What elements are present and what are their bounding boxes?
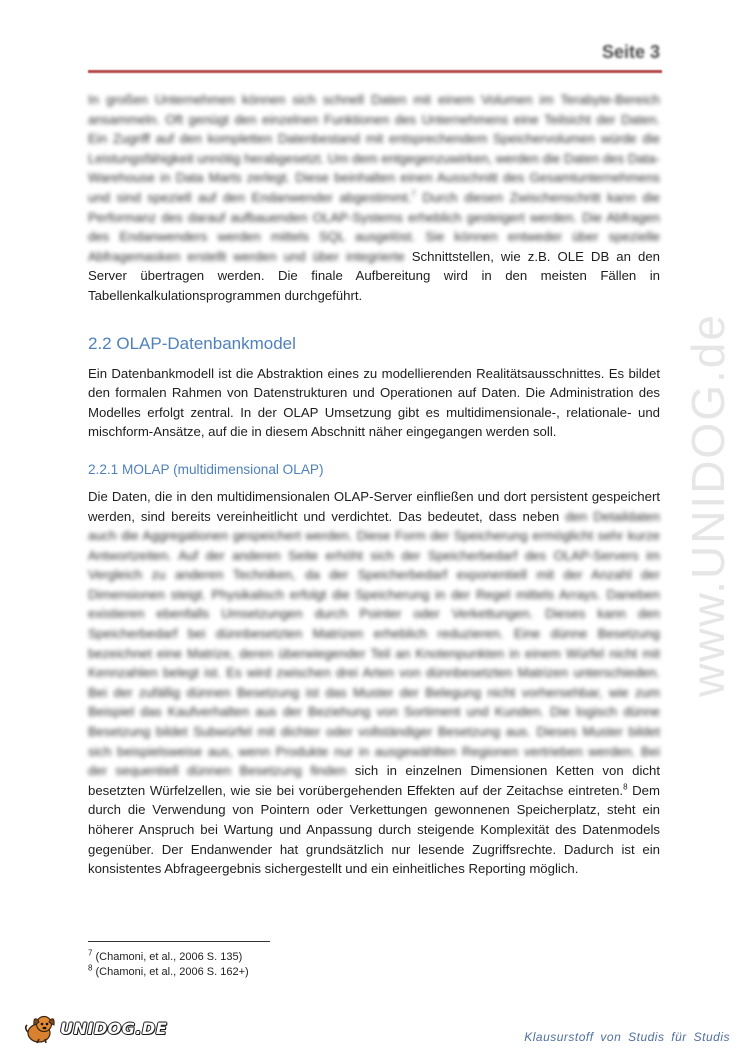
- visible-text: Die Daten, die in den multidimensionalen OLAP-Server einfließen und dort persistent gespeichert werden, sind bereits vereinheitlicht und verdichtet. Das bedeutet, dass neben: [88, 488, 660, 524]
- paragraph-datenbankmodell: Ein Datenbankmodell ist die Abstraktion eines zu modellierenden Realitätsausschnittes. Es bildet den formalen Rahmen von Datenstrukturen und Operationen auf Daten. Die Administration des Modelles erfolgt zentral. In der OLAP Umsetzung gibt es multidimensionale-, relationale- und mischform-Ansätze, auf die in diesem Abschnitt näher eingegangen werden soll.: [88, 365, 660, 440]
- watermark-text: www.UNIDOG.de: [682, 313, 734, 697]
- footnote-rule: [88, 941, 270, 942]
- subsection-heading: 2.2.1 MOLAP (multidimensional OLAP): [88, 461, 324, 477]
- page-number: Seite 3: [601, 42, 660, 62]
- dog-mascot-icon: [24, 1012, 58, 1044]
- paragraph-molap: Die Daten, die in den multidimensionalen OLAP-Server einfließen und dort persistent gespeichert werden, sind bereits vereinheitlicht und verdichtet. Das bedeutet, dass neben den Detaildaten auch die Aggregationen gespeichert werden. Diese Form der Speicherung ermöglicht sehr kurze Antwortzeiten. Auf der anderen Seite erhöht sich der Speicherbedarf des OLAP-Servers im Vergleich zu anderen Techniken, da der Speicherbedarf exponentiell mit der Anzahl der Dimensionen steigt. Physikalisch erfolgt die Speicherung in der Regel mittels Arrays. Daneben existieren ebenfalls Umsetzungen durch Pointer oder Verkettungen. Dieses kann den Speicherbedarf bei dünnbesetzten Matrizen erheblich reduzieren. Eine dünne Besetzung bezeichnet eine Matrize, deren überwiegender Teil an Knotenpunkten in einem Würfel nicht mit Kennzahlen belegt ist. Es wird zwischen drei Arten von dünnbesetzten Matrizen unterschieden. Bei der zufällig dünnen Besetzung ist das Muster der Belegung nicht vorhersehbar, wie zum Beispiel das Kaufverhalten aus der Beziehung von Sortiment und Kunden. Die logisch dünne Besetzung bildet Subwürfel mit dichter oder vollständiger Besetzung aus. Dieses Muster bildet sich beispielsweise aus, wenn Produkte nur in ausgewählten Regionen vertrieben werden. Bei der sequentiell dünnen Besetzung finden sich in einzelnen Dimensionen Ketten von dicht besetzten Würfelzellen, wie sie bei vorübergehenden Effekten auf der Zeitachse eintreten.$^8$ Dem durch die Verwendung von Pointern oder Verkettungen gewonnenen Speicherplatz, steht ein höherer Anspruch bei Wartung und Anpassung durch steigende Komplexität des Datenmodels gegenüber. Der Endanwender hat grundsätzlich nur lesende Zugriffsrechte. Dadurch ist ein konsistentes Abfrageergebnis sichergestellt und ein einheitliches Reporting möglich.: [88, 488, 661, 877]
- footnote-7: $^7$ (Chamoni, et al., 2006 S. 135): [88, 948, 243, 963]
- footnotes: [88, 950, 249, 980]
- blurred-text: den Detaildaten auch die Aggregationen gespeichert werden. Diese Form der Speicherung ermöglicht sehr kurze Antwortzeiten. Auf der anderen Seite erhöht sich der Speicherbedarf des OLAP-Servers im Vergleich zu anderen Techniken, da der Speicherbedarf exponentiell mit der Anzahl der Dimensionen steigt. Physikalisch erfolgt die Speicherung in der Regel mittels Arrays. Daneben existieren ebenfalls Umsetzungen durch Pointer oder Verkettungen. Dieses kann den Speicherbedarf bei dünnbesetzten Matrizen erheblich reduzieren. Eine dünne Besetzung bezeichnet eine Matrize, deren überwiegender Teil an Knotenpunkten in einem Würfel nicht mit Kennzahlen belegt ist. Es wird zwischen drei Arten von dünnbesetzten Matrizen unterschieden. Bei der zufällig dünnen Besetzung ist das Muster der Belegung nicht vorhersehbar, wie zum Beispiel das Kaufverhalten aus der Beziehung von Sortiment und Kunden. Die logisch dünne Besetzung bildet Subwürfel mit dichter oder vollständiger Besetzung aus. Dieses Muster bildet sich beispielsweise aus, wenn Produkte nur in ausgewählten Regionen vertrieben werden. Bei der sequentiell dünnen Besetzung finden: [88, 508, 660, 779]
- footnote-ref-7: 7: [411, 189, 416, 199]
- header-rule: [88, 70, 662, 73]
- blurred-text: In großen Unternehmen können sich schnell Daten mit einem Volumen im Terabyte-Bereich ansammeln. Oft genügt den einzelnen Funktionen des Unternehmens eine Teilsicht der Daten. Ein Zugriff auf den kompletten Datenbestand mit entsprechendem Speichervolumen würde die Leistungsfähigkeit unnötig herabgesetzt. Um dem entgegenzuwirken, werden die Daten des Data-Warehouse in Data Marts zerlegt. Diese beinhalten einen Ausschnitt des Gesamtunternehmens und sind speziell auf den Endanwender abgestimmt.$^7$ Durch diesen Zwischenschritt kann die Performanz des darauf aufbauenden OLAP-Systems erheblich gesteigert werden. Die Abfragen des Endanwenders werden mittels SQL ausgelöst. Sie können entweder über spezielle Abfragemasken erstellt werden und über integrierte: [88, 92, 660, 264]
- footnote-ref-8: 8: [623, 782, 628, 792]
- footer-tagline: Klausurstoff von Studis für Studis: [524, 1030, 730, 1044]
- section-heading: 2.2 OLAP-Datenbankmodel: [88, 333, 296, 353]
- page-content: [88, 90, 660, 879]
- paragraph-data-marts: [88, 90, 660, 306]
- visible-text-end: sich in einzelnen Dimensionen Ketten von dicht besetzten Würfelzellen, wie sie bei vorübergehenden Effekten auf der Zeitachse eintreten.: [88, 763, 661, 798]
- logo-text: UNIDOG.DE: [60, 1018, 168, 1038]
- unidog-logo[interactable]: [24, 1012, 167, 1044]
- visible-text: Schnittstellen, wie z.B. OLE DB an den Server übertragen werden. Die finale Aufbereitung wird in den meisten Fällen in Tabellenkalkulationsprogrammen durchgeführt.: [88, 248, 660, 303]
- footnote-8: $^8$ (Chamoni, et al., 2006 S. 162+): [88, 963, 249, 978]
